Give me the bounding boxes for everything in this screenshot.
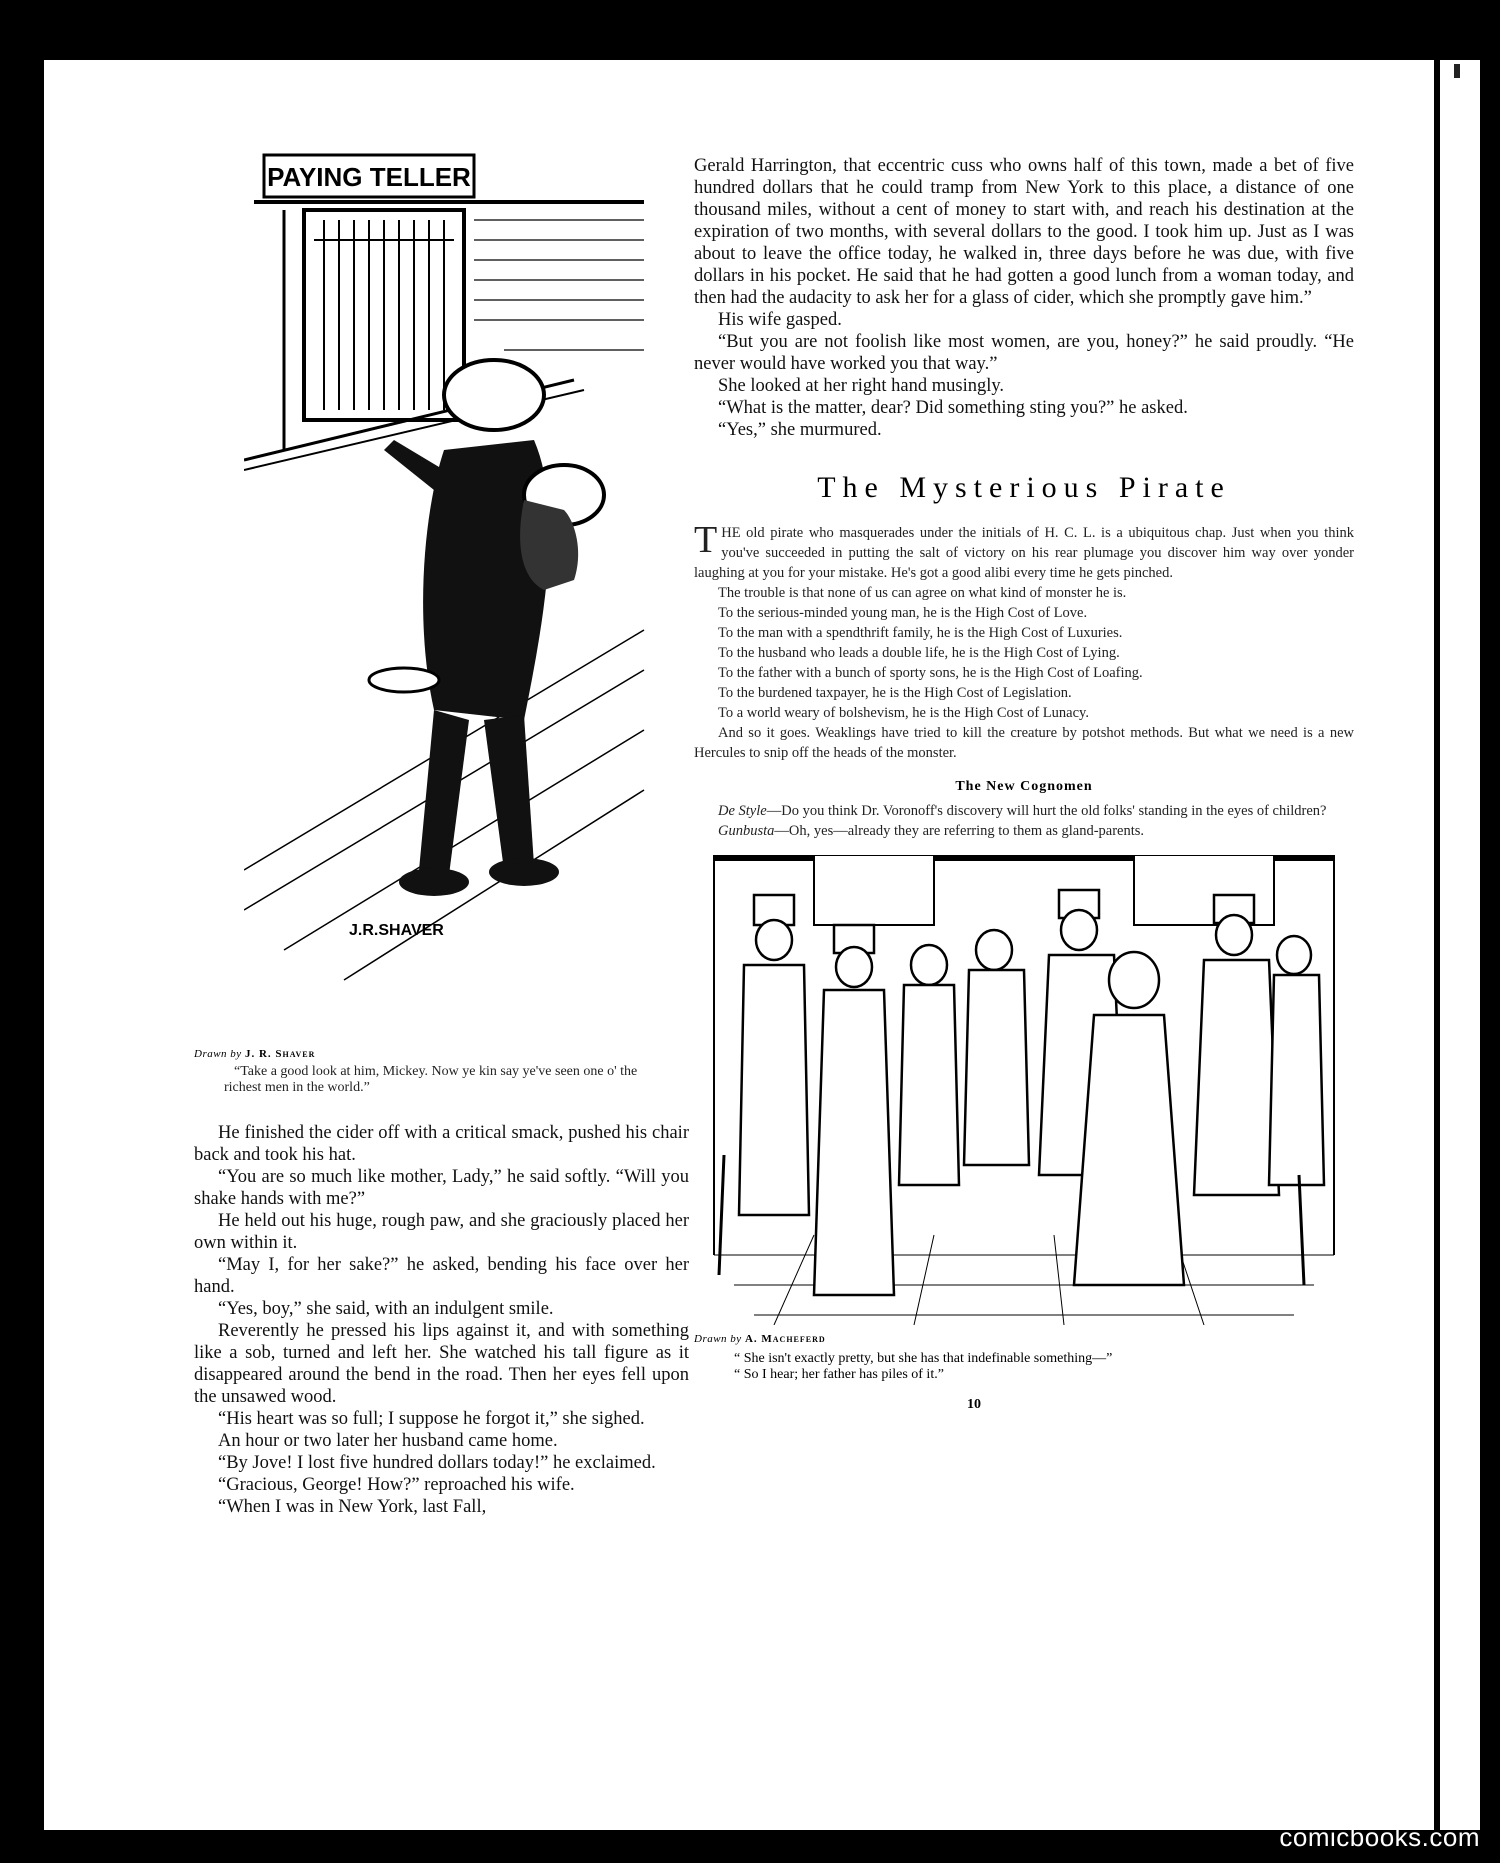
teller-credit [194, 1048, 689, 1060]
story-paragraph: “Gracious, George! How?” reproached his wife. [218, 1475, 575, 1495]
dialogue-text: —Oh, yes—already they are referring to them as gland-parents. [774, 823, 1145, 839]
credit-artist: A. Macheferd [744, 1333, 826, 1345]
teller-caption [224, 1064, 669, 1096]
adjacent-page-edge [1440, 60, 1480, 1830]
story-paragraph: “You are so much like mother, Lady,” he said softly. “Will you shake hands with me?” [194, 1167, 689, 1209]
dialogue-text: —Do you think Dr. Voronoff's discovery will hurt the old folks' standing in the eyes of children? [766, 803, 1327, 819]
drop-cap: T [694, 519, 718, 561]
paying-teller-illustration [244, 150, 664, 1040]
right-column [694, 155, 1354, 1413]
left-story-text [194, 1122, 689, 1518]
left-column [194, 150, 689, 1518]
caption-line: “ She isn't exactly pretty, but she has that indefinable something—” [734, 1351, 1113, 1366]
caption-line: “ So I hear; her father has piles of it.” [734, 1367, 944, 1382]
story-paragraph: “Yes, boy,” she said, with an indulgent smile. [218, 1299, 554, 1319]
crowd-credit [694, 1333, 1354, 1345]
article-first-paragraph [694, 519, 1354, 583]
article-first-text: HE old pirate who masquerades under the initials of H. C. L. is a ubiquitous chap. Just when you think you've succeeded in putting the salt of victory on his rear plumage you discover him way over yonder laughing at you for your mistake. He's got a good alibi every time he gets pinched. [694, 525, 1354, 581]
article-paragraph: To a world weary of bolshevism, he is the High Cost of Lunacy. [718, 705, 1089, 721]
crowd-illustration [694, 855, 1354, 1325]
story-paragraph: Gerald Harrington, that eccentric cuss who owns half of this town, made a bet of five hundred dollars that he could tramp from New York to this place, a distance of one thousand miles, without a cent of money to start with, and reach his destination at the expiration of two months, with several dollars to the good. I took him up. Just as I was about to leave the office today, he walked in, three days before he was due, with five dollars in his pocket. He said that he had gotten a good lunch from a woman today, and then had the audacity to ask her for a glass of cider, which she promptly gave him.” [694, 156, 1354, 308]
story-paragraph: “When I was in New York, last Fall, [218, 1497, 487, 1517]
credit-artist: J. R. Shaver [244, 1048, 316, 1060]
story-paragraph: An hour or two later her husband came home. [218, 1431, 558, 1451]
story-paragraph: “His heart was so full; I suppose he forgot it,” she sighed. [218, 1409, 645, 1429]
crowd-drawing [694, 855, 1354, 1325]
story-paragraph: “By Jove! I lost five hundred dollars today!” he exclaimed. [218, 1453, 656, 1473]
cognomen-dialogue [694, 801, 1354, 841]
article-paragraph: To the husband who leads a double life, he is the High Cost of Lying. [718, 645, 1120, 661]
pirate-article [694, 519, 1354, 763]
article-title: The Mysterious Pirate [817, 471, 1231, 504]
paying-teller-sign: PAYING TELLER [267, 162, 471, 192]
caption-text: “Take a good look at him, Mickey. Now ye kin say ye've seen one o' the richest men in the world.” [224, 1064, 638, 1095]
story-paragraph: “Yes,” she murmured. [718, 420, 882, 440]
article-paragraph: And so it goes. Weaklings have tried to kill the creature by potshot methods. But what we need is a new Hercules to snip off the heads of the monster. [694, 725, 1354, 761]
article-paragraph: To the father with a bunch of sporty sons, he is the High Cost of Loafing. [718, 665, 1143, 681]
article-paragraph: To the serious-minded young man, he is the High Cost of Love. [718, 605, 1088, 621]
story-paragraph: “May I, for her sake?” he asked, bending his face over her hand. [194, 1255, 689, 1297]
story-paragraph: Reverently he pressed his lips against it, and with something like a sob, turned and left her. She watched his tall figure as it disappeared around the bend in the road. Then her eyes fell upon the unsawed wood. [194, 1321, 689, 1407]
story-paragraph: His wife gasped. [718, 310, 842, 330]
story-paragraph: “What is the matter, dear? Did something sting you?” he asked. [718, 398, 1188, 418]
story-paragraph: She looked at her right hand musingly. [718, 376, 1005, 396]
credit-prefix: Drawn by [194, 1048, 242, 1060]
dialogue-line [694, 801, 1354, 821]
magazine-page [44, 60, 1434, 1830]
artist-signature: J.R.SHAVER [349, 922, 444, 939]
edge-mark [1454, 64, 1460, 78]
cognomen-title: The New Cognomen [955, 779, 1093, 794]
article-paragraph: The trouble is that none of us can agree on what kind of monster he is. [718, 585, 1127, 601]
crowd-caption [734, 1351, 1354, 1383]
page-number: 10 [967, 1397, 981, 1412]
story-paragraph: He finished the cider off with a critical smack, pushed his chair back and took his hat. [194, 1123, 689, 1165]
watermark: comicbooks.com [1279, 1822, 1480, 1852]
story-paragraph: “But you are not foolish like most women, are you, honey?” he said proudly. “He never would have worked you that way.” [694, 332, 1354, 374]
speaker-name: De Style [718, 803, 767, 819]
dialogue-line [694, 821, 1354, 841]
right-story-text [694, 155, 1354, 441]
article-paragraph: To the burdened taxpayer, he is the High Cost of Legislation. [718, 685, 1072, 701]
story-paragraph: He held out his huge, rough paw, and she graciously placed her own within it. [194, 1211, 689, 1253]
credit-prefix: Drawn by [694, 1333, 742, 1345]
article-paragraph: To the man with a spendthrift family, he is the High Cost of Luxuries. [718, 625, 1123, 641]
speaker-name: Gunbusta [718, 823, 775, 839]
teller-drawing [244, 150, 664, 1040]
